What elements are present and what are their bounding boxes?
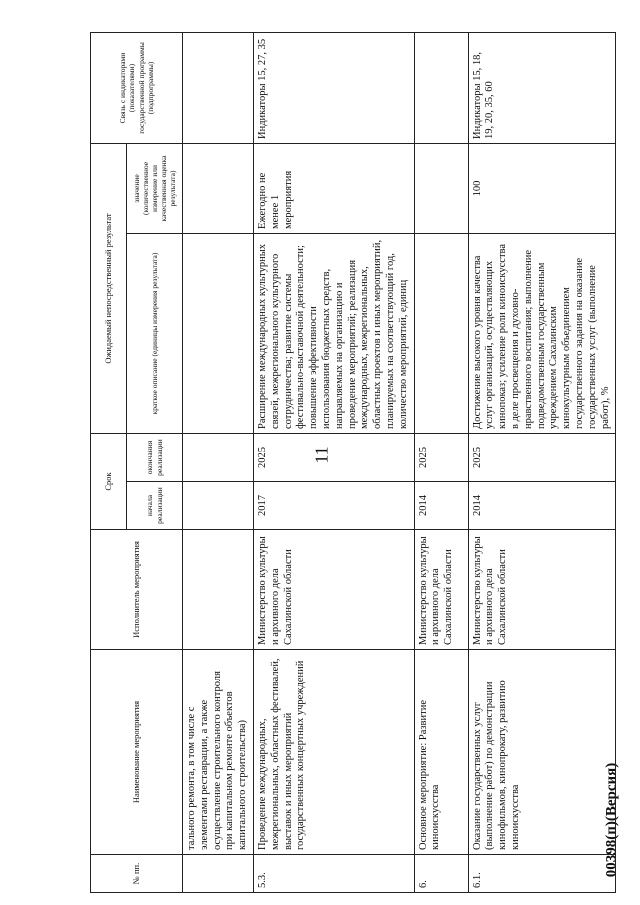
header-start: начала реализации (127, 482, 183, 530)
indicator-link (183, 33, 254, 144)
result-description: Расширение международных культурных связей, межрегионального культурного сотрудничества; развитие системы фестивально-выставочной деятельности; повышение эффективности использования бюджетных средств, направляемых на организацию и проведение мероприятий; реализация международных, межрегиональных, областных проектов и иных мероприятий, планируемых на соответствующий год, количество мероприятий, единиц (253, 234, 414, 434)
header-activity-name: Наименование мероприятия (91, 650, 183, 855)
result-description (183, 234, 254, 434)
start-year: 2017 (253, 482, 414, 530)
activity-name: Проведение международных, межрегиональных, областных фестивалей, выставок и иных мероприятий государственных концертных учреждений (253, 650, 414, 855)
activities-table (90, 32, 616, 893)
indicator-link: Индикаторы 15, 18, 19, 20, 35, 60 (468, 33, 616, 144)
activity-name: тального ремонта, в том числе с элементами реставрации, а также осуществление строительного контроля при капитальном ремонте объектов капитального строительства) (183, 650, 254, 855)
activity-name: Основное мероприятие: Развитие киноискусства (414, 650, 468, 855)
start-year: 2014 (468, 482, 616, 530)
page-number: 11 (311, 446, 332, 464)
row-number: 6.1. (468, 855, 616, 893)
indicator-link (414, 33, 468, 144)
row-number (183, 855, 254, 893)
result-value (414, 144, 468, 234)
row-number: 5.3. (253, 855, 414, 893)
header-result-value: значение (количественное измерение или качественная оценка результата) (127, 144, 183, 234)
result-value: Ежегодно не менее 1 мероприятия (253, 144, 414, 234)
result-value: 100 (468, 144, 616, 234)
table-row (468, 33, 616, 893)
header-term: Срок (91, 434, 127, 530)
result-value (183, 144, 254, 234)
header-end: окончания реализации (127, 434, 183, 482)
document-version-footer: 00398(п)(Версия) (603, 762, 620, 878)
executor: Министерство культуры и архивного дела Сахалинской области (468, 530, 616, 650)
table-row (253, 33, 414, 893)
indicator-link: Индикаторы 15, 27, 35 (253, 33, 414, 144)
header-number: № пп. (91, 855, 183, 893)
executor: Министерство культуры и архивного дела Сахалинской области (253, 530, 414, 650)
end-year: 2025 (468, 434, 616, 482)
end-year: 2025 (414, 434, 468, 482)
rotated-table-container (90, 33, 611, 893)
start-year (183, 482, 254, 530)
end-year: 2025 (253, 434, 414, 482)
header-executor: Исполнитель мероприятия (91, 530, 183, 650)
activity-name: Оказание государственных услуг (выполнение работ) по демонстрации кинофильмов, кинопрокату, развитию киноискусства (468, 650, 616, 855)
result-description: Достижение высокого уровня качества услуг организаций, осуществляющих кинопоказ; усиление роли киноискусства в деле просвещения и духовно-нравственного воспитания; выполнение подведомственным государственным учреждением Сахалинским кинокультурным объединением государственного задания на оказание государственных услуг (выполнение работ), % (468, 234, 616, 434)
executor (183, 530, 254, 650)
header-result-description: краткое описание (единицы измерения результата) (127, 234, 183, 434)
row-number: 6. (414, 855, 468, 893)
start-year: 2014 (414, 482, 468, 530)
result-description (414, 234, 468, 434)
table-row (183, 33, 254, 893)
table-row (414, 33, 468, 893)
executor: Министерство культуры и архивного дела Сахалинской области (414, 530, 468, 650)
header-expected-result: Ожидаемый непосредственный результат (91, 144, 127, 434)
header-indicator-link: Связь с индикаторами (показателями) государственной программы (подпрограммы) (91, 33, 183, 144)
end-year (183, 434, 254, 482)
